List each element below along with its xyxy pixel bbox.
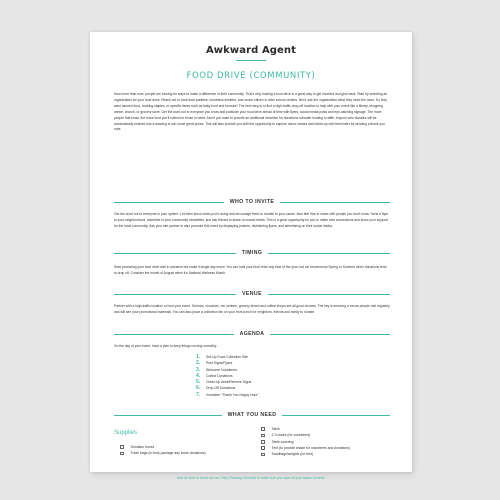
checklist-item[interactable] xyxy=(120,450,206,456)
agenda-intro: On the day of your event, have a plan to keep things running smoothly. xyxy=(114,344,218,348)
agenda-number: 1. xyxy=(196,354,201,360)
checkbox[interactable] xyxy=(261,427,265,431)
checkbox[interactable] xyxy=(261,453,265,457)
agenda-number: 7. xyxy=(196,391,201,398)
checklist-text: Donation boxes xyxy=(130,445,155,450)
checkbox[interactable] xyxy=(261,434,265,438)
agenda-text: Set-Up Food Collection Site xyxy=(206,355,248,359)
document-page xyxy=(90,32,412,480)
agenda-list xyxy=(196,354,259,398)
footer-note: Also be sure to check out our Party Planning Checklist to make sure you have all your bases covered. xyxy=(176,476,326,480)
logo-underline xyxy=(236,60,266,61)
page-title: FOOD DRIVE (COMMUNITY) xyxy=(186,71,316,81)
agenda-text: Drop-Off Donations xyxy=(206,386,236,391)
checkbox[interactable] xyxy=(261,440,265,444)
checkbox[interactable] xyxy=(120,452,124,456)
checkbox[interactable] xyxy=(261,446,265,450)
agenda-number: 4. xyxy=(196,372,201,379)
section-heading-who-to-invite xyxy=(114,198,390,206)
agenda-text: Clean-Up Area/Remove Signs xyxy=(206,380,252,385)
who-to-invite-paragraph: Get the word out to everyone in your sphere. Let them know what you're doing and encourage them to donate to your cause. Also feel free to share with people you don't know. Send a flyer to your neighborhood, advertise in your community newsletter, and ask friends to share on social media. This is a great opportunity for you to make new connections and show your support for the local community. Ask your site partner to also promote this event by displaying posters, distributing flyers, and advertising on their social media. xyxy=(114,212,389,228)
divider xyxy=(114,334,234,335)
timing-paragraph: Start promoting your food drive well in advance but make it single day event. You can hold your food drive any time of the year, but we recommend Spring or Summer when donations tend to drop off. Consider the month of August when it's National Wellness Month. xyxy=(114,265,387,275)
brand-logo: Awkward Agent xyxy=(205,45,297,56)
section-label: WHAT YOU NEED xyxy=(227,412,277,418)
agenda-item xyxy=(196,392,259,398)
divider xyxy=(114,294,236,295)
agenda-number: 6. xyxy=(196,385,201,392)
section-heading-venue xyxy=(114,290,390,298)
divider xyxy=(282,415,390,416)
supplies-heading: Supplies xyxy=(114,430,138,436)
supplies-column-right xyxy=(261,426,350,457)
section-label: TIMING xyxy=(241,250,263,256)
section-label: WHO TO INVITE xyxy=(229,199,275,205)
section-heading-what-you-need xyxy=(114,411,390,419)
agenda-number: 3. xyxy=(196,366,201,373)
divider xyxy=(268,253,390,254)
checklist-text: Sandbags/weights (for tent) xyxy=(271,452,314,457)
checklist-text: Trash bags (to help package any loose donations) xyxy=(130,451,206,456)
checklist-item[interactable] xyxy=(261,451,350,457)
agenda-text: Collect Donations xyxy=(206,373,233,378)
section-heading-timing xyxy=(114,249,390,257)
divider xyxy=(270,334,390,335)
divider xyxy=(114,253,236,254)
supplies-column-left xyxy=(120,444,206,457)
divider xyxy=(280,202,390,203)
agenda-number: 5. xyxy=(196,379,201,386)
divider xyxy=(114,415,222,416)
agenda-text: Welcome Volunteers xyxy=(206,367,238,372)
intro-paragraph: Now more than ever, people are looking for ways to make a difference in their community. That's why hosting a food drive is a great way to get involved and give back. Start by selecting an organization for your food drive. Reach out to local food pantries, homeless shelters, and senior citizen or after school centers. Next, ask the organization what they need the most. Do they want canned food, cooking staples, or specific items such as baby food and formula? The next step is to find a high-traffic drop-off location to help with your event like a library, shopping center, church, or grocery store. Get the word out to everyone you know and publicize your food drive ahead of time with flyers, social media posts and eye-catching signage. The more people that know, the more food you'll collect for those in need. And if you want to provide an additional incentive for donations consider holding a raffle. Anyone who donates will be automatically entered into a drawing to win some great prizes. This will also provide you with the opportunity to capture donor names and follow-up with them later by sending a thank you note. xyxy=(114,92,388,132)
venue-paragraph: Partner with a high-traffic location to host your event. Schools, churches, rec centers, grocery stores and coffee shops are all good choices. The key is securing a venue people visit regularly and will see your promotional materials. You can also place a collection bin on your front porch for neighbors, friends and family to donate. xyxy=(114,304,390,314)
section-label: AGENDA xyxy=(239,331,265,337)
checklist-text: Table xyxy=(271,427,280,432)
checklist-text: Table covering xyxy=(271,439,294,444)
checkbox[interactable] xyxy=(120,445,124,449)
agenda-text: Post Signs/Flyers xyxy=(206,361,233,366)
section-heading-agenda xyxy=(114,330,390,338)
checklist-text: Tent (to provide shade for volunteers and donations) xyxy=(271,446,351,451)
divider xyxy=(114,202,224,203)
agenda-number: 2. xyxy=(196,360,201,367)
divider xyxy=(268,294,390,295)
checklist-text: 2-3 chairs (for volunteers) xyxy=(271,433,311,438)
agenda-text: Volunteer "Thank You Happy Hour" xyxy=(206,392,259,397)
section-label: VENUE xyxy=(242,291,262,297)
